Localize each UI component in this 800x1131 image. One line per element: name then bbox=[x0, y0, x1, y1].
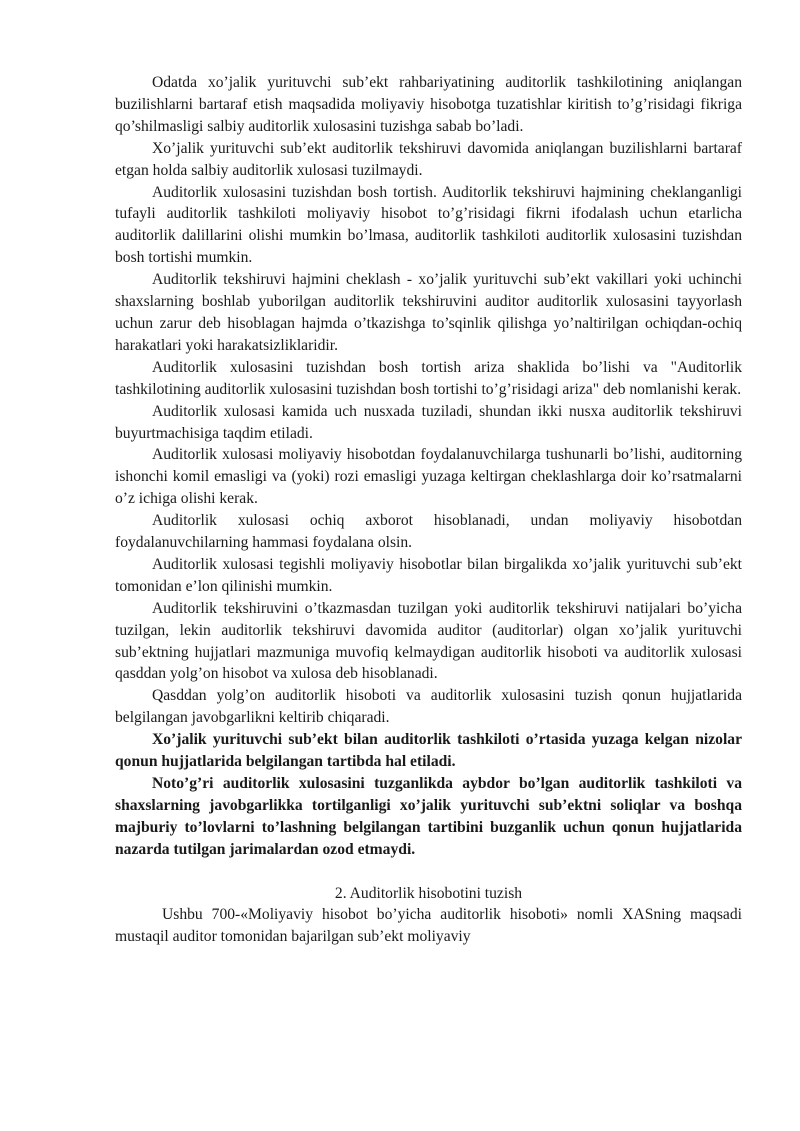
section-heading: 2. Auditorlik hisobotini tuzish bbox=[334, 884, 523, 902]
paragraph: Auditorlik xulosasi kamida uch nusxada tuziladi, shundan ikki nusxa auditorlik tekshiruvi buyurtmachisiga taqdim etiladi. bbox=[115, 402, 742, 442]
paragraph: Auditorlik xulosasi moliyaviy hisobotdan foydalanuvchilarga tushunarli bo’lishi, auditorning ishonchi komil emasligi va (yoki) rozi emasligi yuzaga keltirgan cheklashlarga doir ko’rsatmalarni o’z ichiga olishi kerak. bbox=[115, 446, 742, 508]
paragraph: Qasddan yolg’on auditorlik hisoboti va auditorlik xulosasini tuzish qonun hujjatlarida belgilangan javobgarlikni keltirib chiqaradi. bbox=[115, 687, 742, 727]
bold-paragraph: Xo’jalik yurituvchi sub’ekt bilan auditorlik tashkiloti o’rtasida yuzaga kelgan nizolar qonun hujjatlarida belgilangan tartibda hal etiladi. bbox=[115, 731, 742, 771]
final-paragraph: Ushbu 700-«Moliyaviy hisobot bo’yicha auditorlik hisoboti» nomli XASning maqsadi mustaqil auditor tomonidan bajarilgan sub’ekt moliyaviy bbox=[115, 906, 742, 946]
paragraph: Auditorlik xulosasini tuzishdan bosh tortish. Auditorlik tekshiruvi hajmining cheklanganligi tufayli auditorlik tashkiloti moliyaviy hisobot to’g’risidagi fikrni ifodalash uchun etarlicha auditorlik dalillarini olishi mumkin bo’lmasa, auditorlik tashkiloti auditorlik xulosasini tuzishdan bosh tortishi mumkin. bbox=[115, 183, 742, 267]
paragraph: Xo’jalik yurituvchi sub’ekt auditorlik tekshiruvi davomida aniqlangan buzilishlarni bartaraf etgan holda salbiy auditorlik xulosasi tuzilmaydi. bbox=[115, 139, 742, 179]
bold-paragraph: Noto’g’ri auditorlik xulosasini tuzganlikda aybdor bo’lgan auditorlik tashkiloti va shaxslarning javobgarlikka tortilganligi xo’jalik yurituvchi sub’ektni soliqlar va boshqa majburiy to’lovlarni to’lashning belgilangan tartibini buzganlik uchun qonun hujjatlarida nazarda tutilgan jarimalardan ozod etmaydi. bbox=[115, 775, 742, 858]
paragraph: Auditorlik tekshiruvini o’tkazmasdan tuzilgan yoki auditorlik tekshiruvi natijalari bo’yicha tuzilgan, lekin auditorlik tekshiruvi davomida auditor (auditorlar) olgan xo’jalik yurituvchi sub’ektning hujjatlari mazmuniga muvofiq kelmaydigan auditorlik hisoboti va auditorlik xulosasi qasddan yolg’on hisobot va xulosa deb hisoblanadi. bbox=[115, 599, 742, 683]
paragraph: Auditorlik xulosasi ochiq axborot hisoblanadi, undan moliyaviy hisobotdan foydalanuvchilarning hammasi foydalana olsin. bbox=[115, 512, 742, 552]
paragraph: Auditorlik xulosasi tegishli moliyaviy hisobotlar bilan birgalikda xo’jalik yurituvchi sub’ekt tomonidan e’lon qilinishi mumkin. bbox=[115, 555, 742, 595]
paragraph: Auditorlik tekshiruvi hajmini cheklash - xo’jalik yurituvchi sub’ekt vakillari yoki uchinchi shaxslarning boshlab yuborilgan auditorlik tekshiruvini auditor auditorlik xulosasini tayyorlash uchun zarur deb hisoblagan hajmda o’tkazishga to’sqinlik qilishga yo’naltirilgan ochiqdan-ochiq harakatlari yoki harakatsizliklaridir. bbox=[115, 271, 742, 354]
document-page bbox=[115, 72, 742, 948]
paragraph: Auditorlik xulosasini tuzishdan bosh tortish ariza shaklida bo’lishi va "Auditorlik tashkilotining auditorlik xulosasini tuzishdan bosh tortishi to’g’risidagi ariza" deb nomlanishi kerak. bbox=[115, 358, 742, 398]
paragraph: Odatda xo’jalik yurituvchi sub’ekt rahbariyatining auditorlik tashkilotining aniqlangan buzilishlarni bartaraf etish maqsadida moliyaviy hisobotga tuzatishlar kiritish to’g’risidagi fikriga qo’shilmasligi salbiy auditorlik xulosasini tuzishga sabab bo’ladi. bbox=[115, 74, 742, 135]
